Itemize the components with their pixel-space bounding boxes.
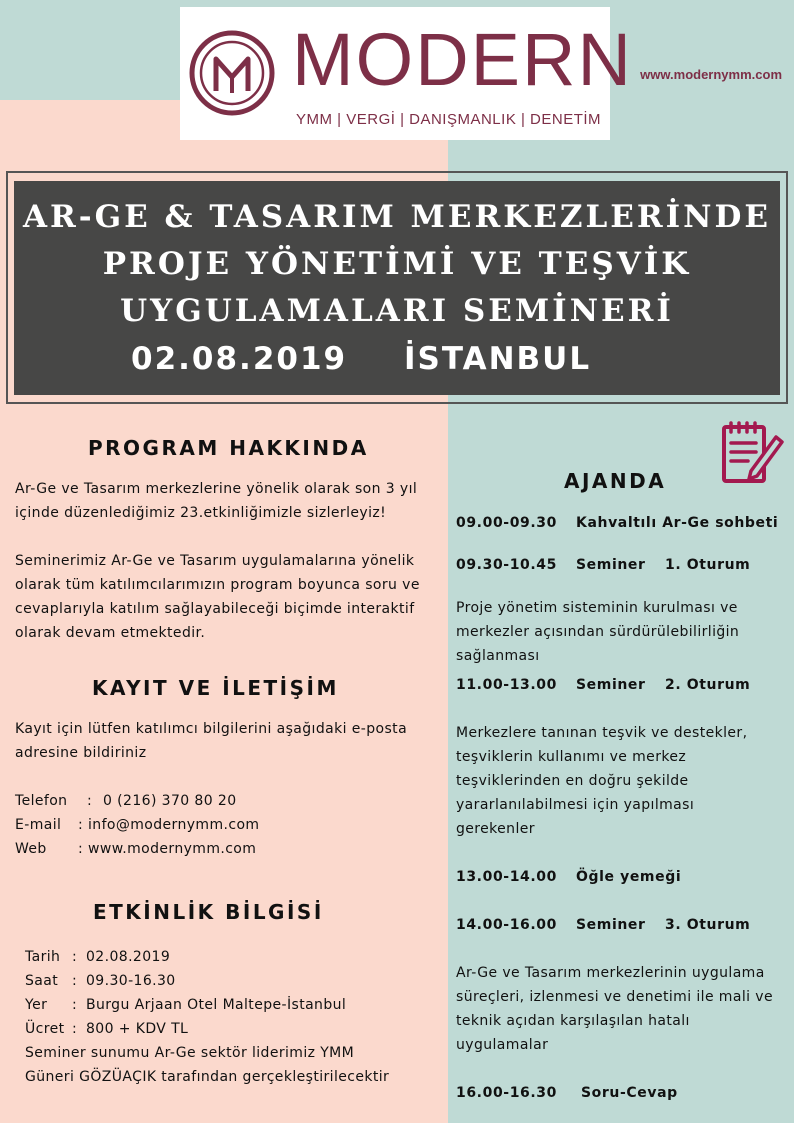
web-value[interactable]: www.modernymm.com [88, 841, 257, 857]
email-label: E-mail [15, 817, 62, 833]
event-fee-value: 800 + KDV TL [86, 1021, 189, 1037]
event-place-value: Burgu Arjaan Otel Maltepe-İstanbul [86, 997, 347, 1013]
title-city: İSTANBUL [404, 341, 592, 377]
notepad-pen-icon [718, 419, 784, 487]
event-time-label: Saat [25, 973, 59, 989]
title-date: 02.08.2019 [131, 341, 348, 377]
logo [180, 7, 633, 140]
agenda-title-1: Kahvaltılı Ar-Ge sohbeti [576, 515, 779, 531]
contact-phone-row: Telefon :0 (216) 370 80 20 [15, 789, 237, 813]
logo-wordmark: MODERN [292, 18, 633, 101]
agenda-title-5: Seminer [576, 917, 646, 933]
event-fee-label: Ücret [25, 1021, 65, 1037]
agenda-title-4: Öğle yemeği [576, 869, 682, 885]
phone-value[interactable]: 0 (216) 370 80 20 [103, 793, 237, 809]
contact-web-row: Web :www.modernymm.com [15, 837, 256, 861]
phone-label: Telefon [15, 793, 68, 809]
event-date-row: Tarih : 02.08.2019 [25, 945, 170, 969]
agenda-time-5: 14.00-16.00 [456, 917, 557, 933]
event-time-value: 09.30-16.30 [86, 973, 176, 989]
agenda-session-2: 1. Oturum [665, 557, 751, 573]
program-paragraph-2: Seminerimiz Ar-Ge ve Tasarım uygulamalarına yönelik olarak tüm katılımcılarımızın program boyunca soru ve cevaplarıyla katılım sağlayabileceği biçimde interaktif olarak devam etmektedir. [15, 553, 420, 641]
contact-heading: KAYIT VE İLETİŞİM [92, 676, 339, 700]
agenda-title-3: Seminer [576, 677, 646, 693]
event-date-label: Tarih [25, 949, 61, 965]
event-place-row: Yer : Burgu Arjaan Otel Maltepe-İstanbul [25, 993, 346, 1017]
event-fee-row: Ücret : 800 + KDV TL [25, 1017, 188, 1041]
logo-tagline: YMM | VERGİ | DANIŞMANLIK | DENETİM [296, 111, 602, 128]
event-heading: ETKİNLİK BİLGİSİ [93, 900, 324, 924]
modern-logo-emblem-icon [188, 29, 276, 117]
agenda-title-6: Soru-Cevap [581, 1085, 678, 1101]
title-line-2: PROJE YÖNETİMİ VE TEŞVİK [102, 246, 692, 282]
agenda-heading: AJANDA [564, 469, 667, 493]
web-label: Web [15, 841, 47, 857]
agenda-desc-5: Ar-Ge ve Tasarım merkezlerinin uygulama süreçleri, izlenmesi ve denetimi ile mali ve teknik açıdan karşılaşılan hatalı uygulamalar [456, 965, 773, 1053]
agenda-session-3: 2. Oturum [665, 677, 751, 693]
agenda-time-4: 13.00-14.00 [456, 869, 557, 885]
title-line-3: UYGULAMALARI SEMİNERİ [120, 293, 674, 329]
agenda-desc-2: Proje yönetim sisteminin kurulması ve merkezler açısından sürdürülebilirliğin sağlanması [456, 600, 740, 664]
event-place-label: Yer [25, 997, 48, 1013]
contact-intro: Kayıt için lütfen katılımcı bilgilerini aşağıdaki e-posta adresine bildiriniz [15, 721, 408, 761]
agenda-time-2: 09.30-10.45 [456, 557, 557, 573]
title-line-1: AR-GE & TASARIM MERKEZLERİNDE [22, 199, 772, 235]
program-paragraph-1-line-1: Ar-Ge ve Tasarım merkezlerine yönelik olarak son 3 yıl [15, 481, 418, 497]
agenda-session-5: 3. Oturum [665, 917, 751, 933]
program-heading: PROGRAM HAKKINDA [88, 436, 369, 460]
agenda-title-2: Seminer [576, 557, 646, 573]
event-date-value: 02.08.2019 [86, 949, 171, 965]
website-link[interactable]: www.modernymm.com [640, 67, 782, 82]
contact-email-row: E-mail :info@modernymm.com [15, 813, 259, 837]
event-note-line-1: Seminer sunumu Ar-Ge sektör liderimiz YMM [25, 1045, 355, 1061]
agenda-time-6: 16.00-16.30 [456, 1085, 557, 1101]
event-note-line-2: Güneri GÖZÜAÇIK tarafından gerçekleştirilecektir [25, 1069, 390, 1085]
agenda-desc-3: Merkezlere tanınan teşvik ve destekler, teşviklerin kullanımı ve merkez teşviklerinden en doğru şekilde yararlanılabilmesi için yapılması gerekenler [456, 725, 748, 837]
event-time-row: Saat : 09.30-16.30 [25, 969, 176, 993]
title-banner [14, 181, 780, 395]
agenda-time-1: 09.00-09.30 [456, 515, 557, 531]
agenda-time-3: 11.00-13.00 [456, 677, 557, 693]
email-value[interactable]: info@modernymm.com [88, 817, 260, 833]
program-paragraph-1-line-2: içinde düzenlediğimiz 23.etkinliğimizle sizlerleyiz! [15, 505, 387, 521]
